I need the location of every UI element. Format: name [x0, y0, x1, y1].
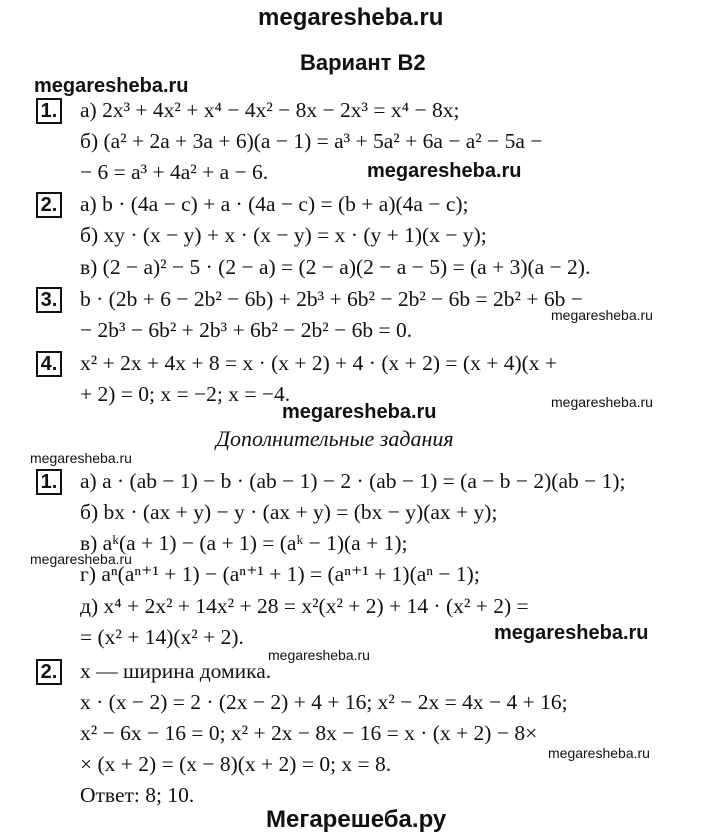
watermark: megaresheba.ru [548, 745, 650, 761]
watermark: megaresheba.ru [34, 75, 189, 97]
extra-task-number-box: 2. [36, 659, 62, 685]
task-2-line-a: а) b · (4a − c) + a · (4a − c) = (b + a)(4a − c); [80, 192, 469, 216]
task-number-box: 4. [36, 351, 62, 377]
watermark: megaresheba.ru [268, 647, 370, 663]
page-title: Вариант В2 [300, 50, 426, 75]
extra-2-line-e: Ответ: 8; 10. [80, 783, 195, 807]
task-2-line-b: б) xy · (x − y) + x · (x − y) = x · (y + 1)(x − y); [80, 223, 487, 247]
task-number-box: 1. [36, 98, 62, 124]
extra-1-line-d: г) aⁿ(aⁿ⁺¹ + 1) − (aⁿ⁺¹ + 1) = (aⁿ⁺¹ + 1)(aⁿ − 1); [80, 562, 480, 586]
extra-2-line-b: x · (x − 2) = 2 · (2x − 2) + 4 + 16; x² − 2x = 4x − 4 + 16; [80, 690, 568, 714]
task-number-box: 3. [36, 287, 62, 313]
extra-1-line-f: = (x² + 14)(x² + 2). [80, 625, 244, 649]
extra-2-line-c: x² − 6x − 16 = 0; x² + 2x − 8x − 16 = x · (x + 2) − 8× [80, 721, 538, 745]
extra-2-line-d: × (x + 2) = (x − 8)(x + 2) = 0; x = 8. [80, 752, 392, 776]
extra-1-line-a: а) a · (ab − 1) − b · (ab − 1) − 2 · (ab − 1) = (a − b − 2)(ab − 1); [80, 469, 626, 493]
watermark: megaresheba.ru [367, 160, 522, 182]
task-4-line-b: + 2) = 0; x = −2; x = −4. [80, 382, 291, 406]
task-4-line-a: x² + 2x + 4x + 8 = x · (x + 2) + 4 · (x + 2) = (x + 4)(x + [80, 351, 558, 375]
task-1-line-b: б) (a² + 2a + 3a + 6)(a − 1) = a³ + 5a² + 6a − a² − 5a − [80, 129, 543, 153]
watermark: megaresheba.ru [30, 551, 132, 567]
extra-task-number-box: 1. [36, 469, 62, 495]
watermark: megaresheba.ru [282, 401, 437, 423]
extra-1-line-e: д) x⁴ + 2x² + 14x² + 28 = x²(x² + 2) + 14 · (x² + 2) = [80, 594, 529, 618]
watermark: megaresheba.ru [30, 450, 132, 466]
extra-2-line-a: x — ширина домика. [80, 659, 272, 683]
watermark: megaresheba.ru [551, 394, 653, 410]
header-watermark: megaresheba.ru [258, 4, 444, 31]
task-3-line-a: b · (2b + 6 − 2b² − 6b) + 2b³ + 6b² − 2b² − 6b = 2b² + 6b − [80, 287, 583, 311]
task-3-line-b: − 2b³ − 6b² + 2b³ + 6b² − 2b² − 6b = 0. [80, 318, 413, 342]
task-number-box: 2. [36, 192, 62, 218]
watermark: megaresheba.ru [494, 622, 649, 644]
extra-1-line-c: в) aᵏ(a + 1) − (a + 1) = (aᵏ − 1)(a + 1); [80, 531, 408, 555]
task-1-line-c: − 6 = a³ + 4a² + a − 6. [80, 160, 269, 184]
task-2-line-c: в) (2 − a)² − 5 · (2 − a) = (2 − a)(2 − a − 5) = (a + 3)(a − 2). [80, 255, 591, 279]
extra-1-line-b: б) bx · (ax + y) − y · (ax + y) = (bx − y)(ax + y); [80, 500, 498, 524]
watermark: megaresheba.ru [551, 307, 653, 323]
section-subtitle: Дополнительные задания [216, 426, 454, 451]
task-1-line-a: а) 2x³ + 4x² + x⁴ − 4x² − 8x − 2x³ = x⁴ − 8x; [80, 98, 460, 122]
footer-brand: Мегарешеба.ру [266, 806, 447, 833]
